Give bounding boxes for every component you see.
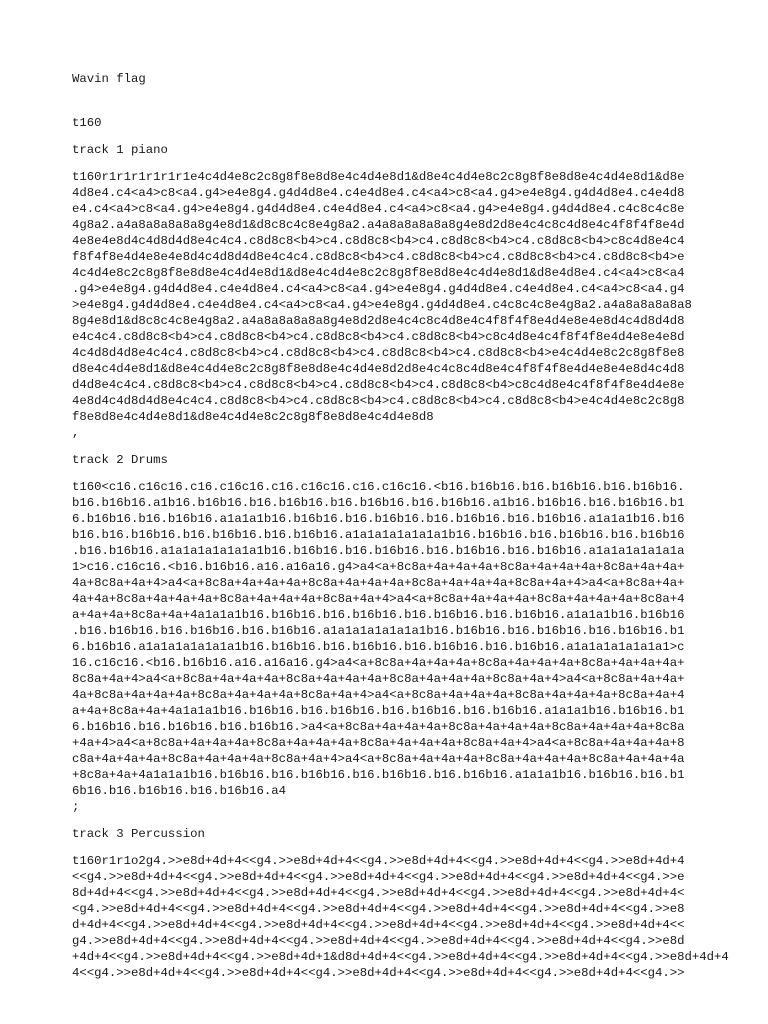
notes-line: 8d+4d+4<<g4.>>e8d+4d+4<<g4.>>e8d+4d+4<<g4.>>e8d+4d+4<<g4.>>e8d+4d+4<<g4.>>e8d+4d+4<	[72, 886, 685, 900]
notes-line: >e4e8g4.g4d4d8e4.c4e4d8e4.c4<a4>c8<a4.g4>e4e8g4.g4d4d8e4.c4c8c4c8e4g8a2.a4a8a8a8a8a8	[72, 298, 692, 312]
notes-line: a+4a+4a+8c8a+4a+4a1a1a1b16.b16b16.b16.b16b16.b16.b16b16.b16.b16b16.a1a1a1b16.b16b16	[72, 608, 685, 622]
notes-line: e4.c4<a4>c8<a4.g4>e4e8g4.g4d4d8e4.c4e4d8e4.c4<a4>c8<a4.g4>e4e8g4.g4d4d8e4.c4c8c4c8e	[72, 202, 685, 216]
notes-line: .b16.b16b16.b16.b16b16.b16.b16b16.a1a1a1a1a1a1a1b16.b16b16.b16.b16b16.b16.b16b16.b1	[72, 624, 685, 638]
notes-line: 4e8d4c4d8d4d8e4c4c4.c8d8c8<b4>c4.c8d8c8<b4>c4.c8d8c8<b4>c4.c8d8c8<b4>e4c4d4e8c2c8g8	[72, 394, 685, 408]
notes-line: 4<<g4.>>e8d+4d+4<<g4.>>e8d+4d+4<<g4.>>e8d+4d+4<<g4.>>e8d+4d+4<<g4.>>e8d+4d+4<<g4.>>	[72, 966, 685, 980]
notes-line: 4c4d8d4d8e4c4c4.c8d8c8<b4>c4.c8d8c8<b4>c4.c8d8c8<b4>c4.c8d8c8<b4>e4c4d4e8c2c8g8f8e8	[72, 346, 685, 360]
notes-line: c8a+4a+4a+4a+8c8a+4a+4a+4a+8c8a+4a+4>a4<a+8c8a+4a+4a+4a+8c8a+4a+4a+4a+8c8a+4a+4a+4a	[72, 752, 685, 766]
notes-line: 16.c16c16.<b16.b16b16.a16.a16a16.g4>a4<a+8c8a+4a+4a+4a+8c8a+4a+4a+4a+8c8a+4a+4a+4a+	[72, 656, 685, 670]
notes-line: t160r1r1r1r1r1r1e4c4d4e8c2c8g8f8e8d8e4c4d4e8d1&d8e4c4d4e8c2c8g8f8e8d8e4c4d4e8d1&d8e	[72, 170, 685, 184]
spacer	[72, 131, 700, 142]
notes-line: 4e8e4e8d4c4d8d4d8e4c4c4.c8d8c8<b4>c4.c8d8c8<b4>c4.c8d8c8<b4>c4.c8d8c8<b4>c8c4d8e4c4	[72, 234, 685, 248]
notes-line: .g4>e4e8g4.g4d4d8e4.c4e4d8e4.c4<a4>c8<a4.g4>e4e8g4.g4d4d8e4.c4e4d8e4.c4<a4>c8<a4.g4	[72, 282, 685, 296]
notes-line: 6.b16b16.b16.b16b16.a1a1a1b16.b16b16.b16.b16b16.b16.b16b16.b16.b16b16.a1a1a1b16.b16	[72, 512, 685, 526]
notes-line: 4a+8c8a+4a+4a+4a+8c8a+4a+4a+4a+8c8a+4a+4>a4<a+8c8a+4a+4a+4a+8c8a+4a+4a+4a+8c8a+4a+4	[72, 688, 685, 702]
notes-line: 8g4e8d1&d8c8c4c8e4g8a2.a4a8a8a8a8a8g4e8d2d8e4c4c8c4d8e4c4f8f4f8e4d4e8e4e8d4c4d8d4d8	[72, 314, 685, 328]
track-notes-percussion	[72, 853, 729, 981]
notes-line: t160<c16.c16c16.c16.c16c16.c16.c16c16.c16.c16c16.<b16.b16b16.b16.b16b16.b16.b16b16.	[72, 480, 685, 494]
notes-line: 1>c16.c16c16.<b16.b16b16.a16.a16a16.g4>a4<a+8c8a+4a+4a+4a+8c8a+4a+4a+4a+8c8a+4a+4a+	[72, 560, 685, 574]
notes-line: e4c4c4.c8d8c8<b4>c4.c8d8c8<b4>c4.c8d8c8<b4>c4.c8d8c8<b4>c8c4d8e4c4f8f4f8e4d4e8e4e8d	[72, 330, 685, 344]
spacer	[72, 87, 700, 115]
track-terminator: ;	[72, 800, 80, 814]
notes-line: .b16.b16b16.a1a1a1a1a1a1a1b16.b16b16.b16.b16b16.b16.b16b16.b16.b16b16.a1a1a1a1a1a1a	[72, 544, 685, 558]
spacer	[72, 441, 700, 452]
track-notes-drums	[72, 479, 700, 815]
notes-line: f8e8d8e4c4d4e8d1&d8e4c4d4e8c2c8g8f8e8d8e4c4d4e8d8	[72, 410, 434, 424]
track-header-piano: track 1 piano	[72, 143, 168, 157]
notes-line: t160r1r1o2g4.>>e8d+4d+4<<g4.>>e8d+4d+4<<g4.>>e8d+4d+4<<g4.>>e8d+4d+4<<g4.>>e8d+4d+4	[72, 854, 685, 868]
notes-line: 4a+8c8a+4a+4>a4<a+8c8a+4a+4a+4a+8c8a+4a+4a+4a+8c8a+4a+4a+4a+8c8a+4a+4>a4<a+8c8a+4a+	[72, 576, 685, 590]
notes-line: d+4d+4<<g4.>>e8d+4d+4<<g4.>>e8d+4d+4<<g4.>>e8d+4d+4<<g4.>>e8d+4d+4<<g4.>>e8d+4d+4<<	[72, 918, 685, 932]
notes-line: +4d+4<<g4.>>e8d+4d+4<<g4.>>e8d+4d+1&d8d+4d+4<<g4.>>e8d+4d+4<<g4.>>e8d+4d+4<<g4.>>e8d+4d+4	[72, 950, 729, 964]
spacer	[72, 815, 700, 826]
notes-line: +4a+4>a4<a+8c8a+4a+4a+4a+8c8a+4a+4a+4a+8c8a+4a+4a+4a+8c8a+4a+4>a4<a+8c8a+4a+4a+4a+8	[72, 736, 685, 750]
notes-line: d8e4c4d4e8d1&d8e4c4d4e8c2c8g8f8e8d8e4c4d4e8d2d8e4c4c8c4d8e4c4f8f4f8e4d4e8e4e8d4c4d8	[72, 362, 685, 376]
notes-line: b16.b16b16.a1b16.b16b16.b16.b16b16.b16.b16b16.b16.b16b16.a1b16.b16b16.b16.b16b16.b1	[72, 496, 685, 510]
notes-line: f8f4f8e4d4e8e4e8d4c4d8d4d8e4c4c4.c8d8c8<b4>c4.c8d8c8<b4>c4.c8d8c8<b4>c4.c8d8c8<b4>e	[72, 250, 685, 264]
notes-line: <g4.>>e8d+4d+4<<g4.>>e8d+4d+4<<g4.>>e8d+4d+4<<g4.>>e8d+4d+4<<g4.>>e8d+4d+4<<g4.>>e8	[72, 902, 685, 916]
document-page	[72, 71, 729, 981]
notes-line: 6.b16b16.b16.b16b16.b16.b16b16.>a4<a+8c8a+4a+4a+4a+8c8a+4a+4a+4a+8c8a+4a+4a+4a+8c8a	[72, 720, 685, 734]
notes-line: b16.b16.b16b16.b16.b16b16.b16.b16b16.a1a1a1a1a1a1a1b16.b16b16.b16.b16b16.b16.b16b16	[72, 528, 685, 542]
notes-line: 4a+4a+8c8a+4a+4a+4a+8c8a+4a+4a+4a+8c8a+4a+4>a4<a+8c8a+4a+4a+4a+8c8a+4a+4a+4a+8c8a+4	[72, 592, 685, 606]
track-header-drums: track 2 Drums	[72, 453, 168, 467]
spacer	[72, 158, 700, 169]
notes-line: 6.b16b16.a1a1a1a1a1a1a1b16.b16b16.b16.b16b16.b16.b16b16.b16.b16b16.a1a1a1a1a1a1a1>c	[72, 640, 685, 654]
notes-line: +8c8a+4a+4a1a1a1b16.b16b16.b16.b16b16.b16.b16b16.b16.b16b16.a1a1a1b16.b16b16.b16.b1	[72, 768, 685, 782]
notes-line: a+4a+8c8a+4a+4a1a1a1b16.b16b16.b16.b16b16.b16.b16b16.b16.b16b16.a1a1a1b16.b16b16.b1	[72, 704, 685, 718]
spacer	[72, 842, 700, 853]
tempo-line: t160	[72, 116, 102, 130]
notes-line: 4c4d4e8c2c8g8f8e8d8e4c4d4e8d1&d8e4c4d4e8c2c8g8f8e8d8e4c4d4e8d1&d8e4d8e4.c4<a4>c8<a4	[72, 266, 685, 280]
notes-line: d4d8e4c4c4.c8d8c8<b4>c4.c8d8c8<b4>c4.c8d8c8<b4>c4.c8d8c8<b4>c8c4d8e4c4f8f4f8e4d4e8e	[72, 378, 685, 392]
notes-line: 4d8e4.c4<a4>c8<a4.g4>e4e8g4.g4d4d8e4.c4e4d8e4.c4<a4>c8<a4.g4>e4e8g4.g4d4d8e4.c4e4d8	[72, 186, 685, 200]
track-header-percussion: track 3 Percussion	[72, 827, 205, 841]
notes-line: 6b16.b16.b16b16.b16.b16b16.a4	[72, 784, 287, 798]
spacer	[72, 468, 700, 479]
notes-line: g4.>>e8d+4d+4<<g4.>>e8d+4d+4<<g4.>>e8d+4d+4<<g4.>>e8d+4d+4<<g4.>>e8d+4d+4<<g4.>>e8d	[72, 934, 685, 948]
track-notes-piano	[72, 169, 700, 441]
track-terminator: ,	[72, 426, 80, 440]
notes-line: <<g4.>>e8d+4d+4<<g4.>>e8d+4d+4<<g4.>>e8d+4d+4<<g4.>>e8d+4d+4<<g4.>>e8d+4d+4<<g4.>>e	[72, 870, 685, 884]
document-title: Wavin flag	[72, 72, 146, 86]
notes-line: 8c8a+4a+4>a4<a+8c8a+4a+4a+4a+8c8a+4a+4a+4a+8c8a+4a+4a+4a+8c8a+4a+4>a4<a+8c8a+4a+4a+	[72, 672, 685, 686]
notes-line: 4g8a2.a4a8a8a8a8a8g4e8d1&d8c8c4c8e4g8a2.a4a8a8a8a8a8g4e8d2d8e4c4c8c4d8e4c4f8f4f8e4d	[72, 218, 685, 232]
